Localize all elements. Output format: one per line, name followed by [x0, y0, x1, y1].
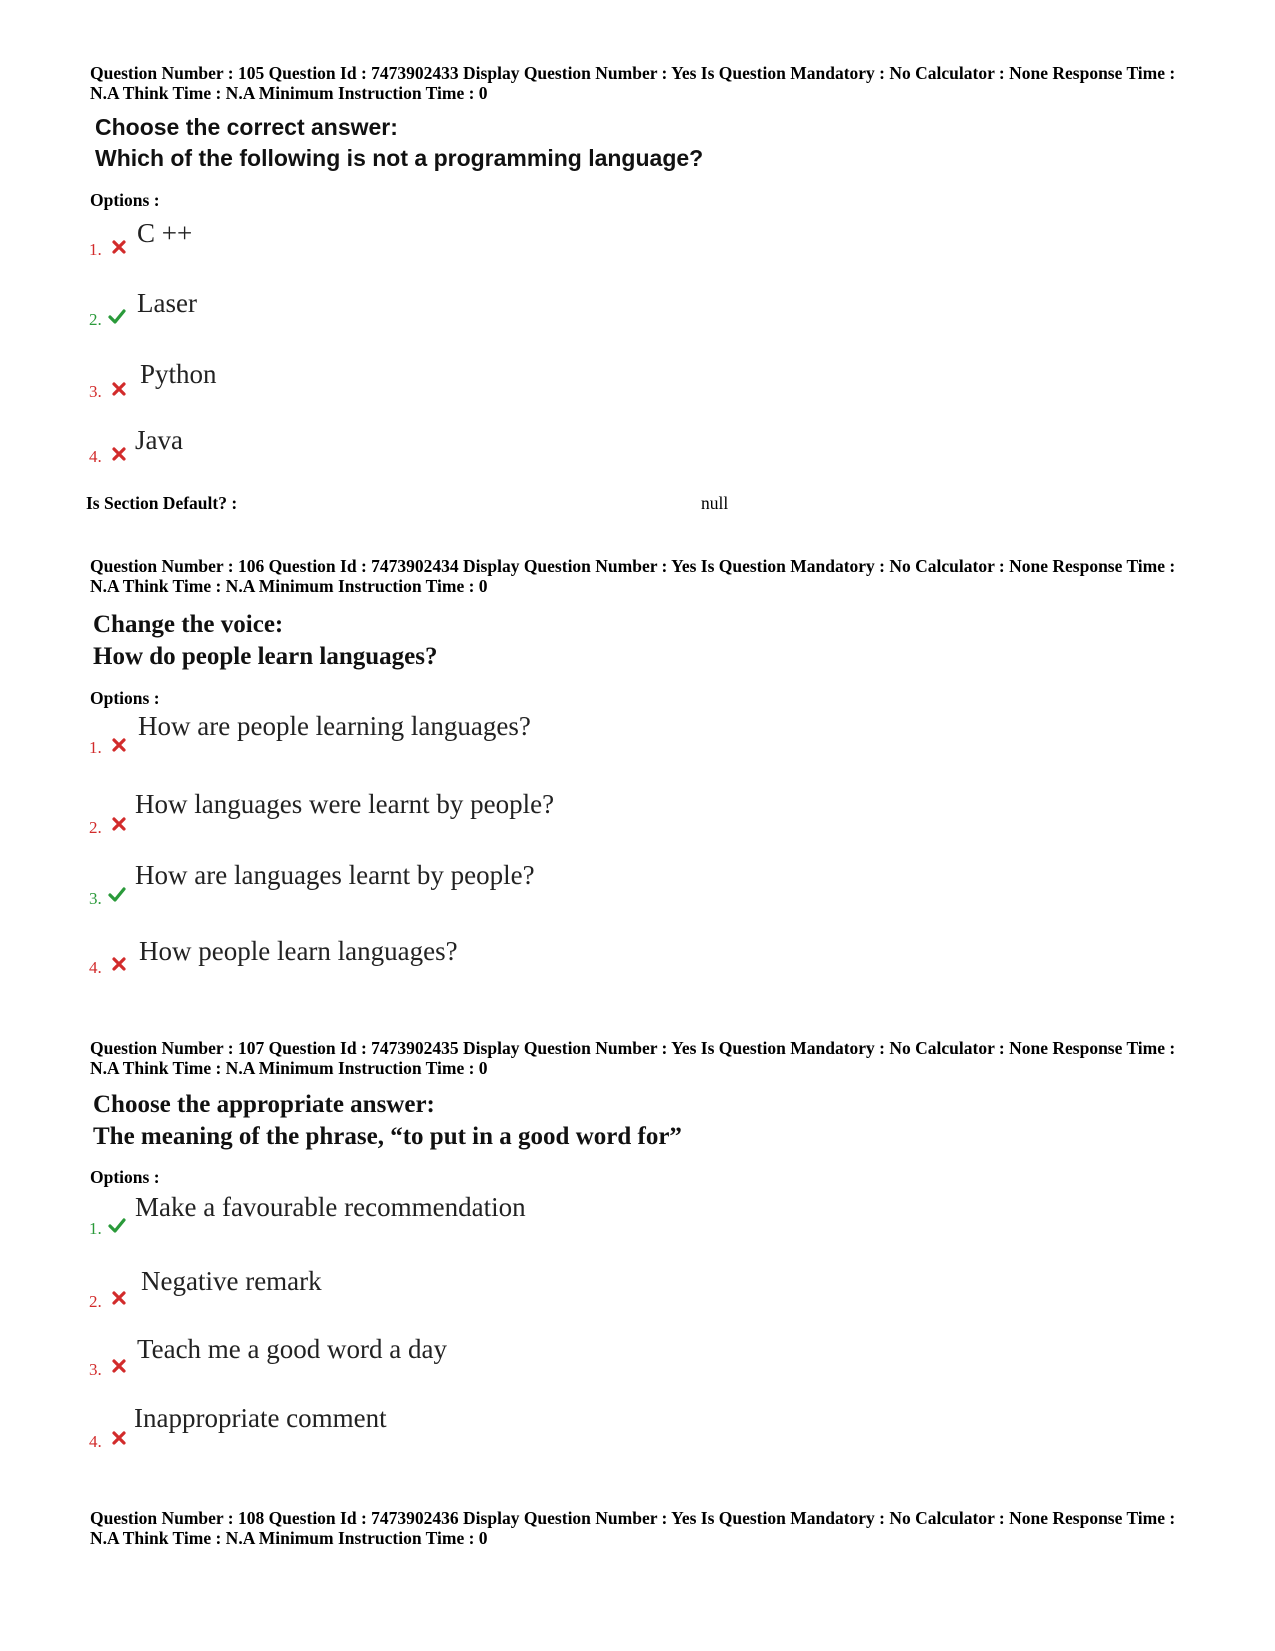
question-stem-106-line1: Change the voice:	[93, 611, 284, 638]
question-meta-105: Question Number : 105 Question Id : 7473902433 Display Question Number : Yes Is Question Mandatory : No Calculator : None Response Time : N.A Think Time : N.A Minimum Instruction Time : 0	[90, 63, 1176, 103]
cross-icon	[110, 1429, 128, 1447]
question-meta-107: Question Number : 107 Question Id : 7473902435 Display Question Number : Yes Is Question Mandatory : No Calculator : None Response Time : N.A Think Time : N.A Minimum Instruction Time : 0	[90, 1038, 1176, 1078]
option-number-105-3: 3.	[89, 382, 102, 401]
option-number-107-2: 2.	[89, 1292, 102, 1311]
option-number-106-3: 3.	[89, 889, 102, 908]
cross-icon	[110, 1357, 128, 1375]
option-number-106-4: 4.	[89, 958, 102, 977]
option-number-106-2: 2.	[89, 818, 102, 837]
option-text-107-1: Make a favourable recommendation	[135, 1192, 526, 1222]
option-text-106-4: How people learn languages?	[139, 936, 458, 966]
option-text-106-1: How are people learning languages?	[138, 711, 531, 741]
section-default-label: Is Section Default? :	[86, 493, 238, 513]
cross-icon	[110, 238, 128, 256]
option-text-105-4: Java	[135, 425, 183, 455]
options-label-105: Options :	[90, 190, 160, 210]
question-stem-106-line2: How do people learn languages?	[93, 643, 438, 670]
check-icon	[108, 1216, 126, 1234]
options-label-107: Options :	[90, 1167, 160, 1187]
question-stem-107-line1: Choose the appropriate answer:	[93, 1091, 435, 1118]
cross-icon	[110, 815, 128, 833]
option-text-106-3: How are languages learnt by people?	[135, 860, 535, 890]
option-number-107-4: 4.	[89, 1432, 102, 1451]
option-number-107-3: 3.	[89, 1360, 102, 1379]
option-text-107-3: Teach me a good word a day	[137, 1334, 447, 1364]
check-icon	[108, 885, 126, 903]
cross-icon	[110, 445, 128, 463]
question-meta-108: Question Number : 108 Question Id : 7473902436 Display Question Number : Yes Is Question Mandatory : No Calculator : None Response Time : N.A Think Time : N.A Minimum Instruction Time : 0	[90, 1508, 1176, 1548]
question-stem-105-line2: Which of the following is not a programming language?	[95, 145, 704, 171]
option-text-106-2: How languages were learnt by people?	[135, 789, 555, 819]
cross-icon	[110, 955, 128, 973]
options-label-106: Options :	[90, 688, 160, 708]
option-text-105-3: Python	[140, 359, 217, 389]
option-text-107-4: Inappropriate comment	[134, 1403, 387, 1433]
question-stem-107-line2: The meaning of the phrase, “to put in a good word for”	[93, 1123, 682, 1150]
cross-icon	[110, 736, 128, 754]
check-icon	[108, 307, 126, 325]
cross-icon	[110, 1289, 128, 1307]
cross-icon	[110, 380, 128, 398]
option-text-105-1: C ++	[137, 218, 193, 248]
option-text-105-2: Laser	[137, 288, 197, 318]
option-number-105-2: 2.	[89, 310, 102, 329]
option-number-105-4: 4.	[89, 447, 102, 466]
question-stem-105-line1: Choose the correct answer:	[95, 114, 398, 140]
question-meta-106: Question Number : 106 Question Id : 7473902434 Display Question Number : Yes Is Question Mandatory : No Calculator : None Response Time : N.A Think Time : N.A Minimum Instruction Time : 0	[90, 556, 1176, 596]
option-number-105-1: 1.	[89, 240, 102, 259]
option-number-107-1: 1.	[89, 1219, 102, 1238]
option-number-106-1: 1.	[89, 738, 102, 757]
section-default-value: null	[701, 493, 729, 513]
option-text-107-2: Negative remark	[141, 1266, 322, 1296]
